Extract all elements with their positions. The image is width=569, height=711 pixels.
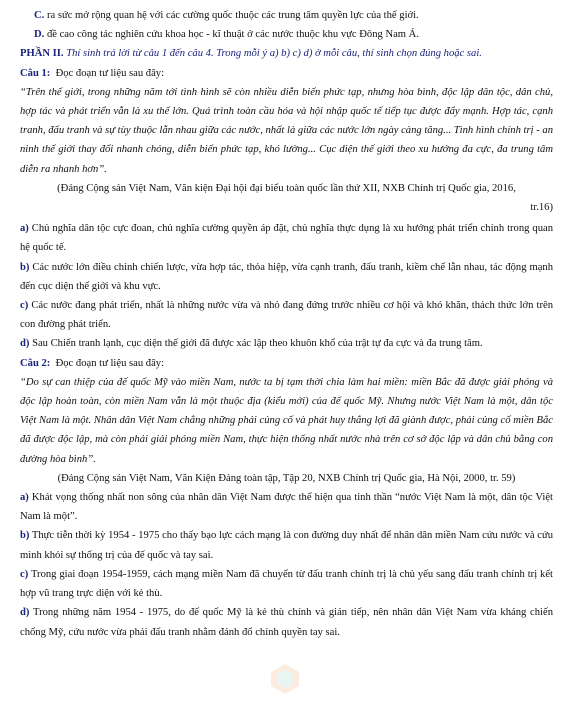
- statement-b: [20, 526, 553, 564]
- part-heading: [20, 44, 553, 63]
- statement-a: [20, 219, 553, 257]
- statement-label: b): [20, 261, 30, 273]
- statement-b: [20, 258, 553, 296]
- statement-a: [20, 488, 553, 526]
- statement-text: Trong những năm 1954 - 1975, do đế quốc Mỹ là kẻ thù chính và gián tiếp, nên nhân dân Việt Nam vừa kháng chiến chống Mỹ, cứu nước vừa phải đấu tranh nhằm đánh đổ chính quyền tay sai.: [20, 607, 553, 638]
- statement-text: Trong giai đoạn 1954-1959, cách mạng miền Nam đã chuyển từ đấu tranh chính trị là chủ yếu sang đấu tranh chính trị kết hợp vũ trang trực diện với kẻ thù.: [20, 568, 553, 600]
- option-label: C.: [34, 10, 45, 21]
- statement-d: [20, 334, 553, 353]
- option-c-line: [20, 6, 553, 25]
- statement-label: c): [20, 568, 29, 580]
- statement-label: a): [20, 492, 29, 504]
- option-text: đề cao công tác nghiên cứu khoa học - kĩ thuật ở các nước thuộc khu vực Đông Nam Á.: [44, 29, 419, 41]
- question-2-heading: [20, 354, 553, 373]
- question-1-source-page: tr.16): [530, 202, 553, 214]
- statement-label: a): [20, 223, 29, 235]
- statement-label: d): [20, 607, 30, 619]
- question-1-heading: [20, 64, 553, 83]
- option-d-line: [20, 25, 553, 44]
- question-prompt: Đọc đoạn tư liệu sau đây:: [55, 357, 165, 369]
- statement-c: [20, 296, 553, 334]
- question-title: Câu 1:: [20, 67, 51, 79]
- watermark-logo-icon: [268, 662, 302, 696]
- statement-text: Các nước đang phát triển, nhất là những nước vừa và nhỏ đang đứng trước nhiều cơ hội và khó khăn, thách thức lớn trên con đường phát triển.: [20, 300, 553, 331]
- statement-label: b): [20, 530, 30, 542]
- question-title: Câu 2:: [20, 357, 51, 369]
- question-1-source: (Đảng Cộng sản Việt Nam, Văn kiện Đại hội đại biểu toàn quốc lần thứ XII, NXB Chính trị Quốc gia, 2016,: [57, 182, 516, 194]
- statement-text: Chủ nghĩa dân tộc cực đoan, chủ nghĩa cường quyền áp đặt, chủ nghĩa thực dụng là xu hướng phát triển chính trong quan hệ quốc tế.: [20, 223, 553, 254]
- statement-text: Sau Chiến tranh lạnh, cục diện thế giới đã được xác lập theo khuôn khổ của trật tự đa cực và đa trung tâm.: [29, 338, 483, 350]
- statement-label: d): [20, 338, 30, 350]
- part-title: PHẦN II.: [20, 48, 64, 60]
- part-description: Thí sinh trả lời từ câu 1 đến câu 4. Trong mỗi ý a) b) c) d) ở mỗi câu, thí sinh chọn đúng hoặc sai.: [63, 48, 482, 60]
- statement-label: c): [20, 300, 29, 312]
- question-2-source: (Đảng Cộng sản Việt Nam, Văn Kiện Đảng toàn tập, Tập 20, NXB Chính trị Quốc gia, Hà Nội, 2000, tr. 59): [57, 472, 516, 484]
- statement-d: [20, 603, 553, 641]
- statement-c: [20, 565, 553, 603]
- question-prompt: Đọc đoạn tư liệu sau đây:: [55, 67, 165, 79]
- question-1-quote: “Trên thế giới, trong những năm tới tình hình sẽ còn nhiều diễn biến phức tạp, nhưng hòa bình, độc lập dân tộc, dân chủ, hợp tác và phát triển vẫn là xu thế lớn. Quá trình toàn cầu hóa và hội nhập quốc tế tiếp tục được đẩy mạnh. Hợp tác, cạnh tranh, đấu tranh và sự tùy thuộc lẫn nhau giữa các nước, nhất là giữa các nước lớn ngày càng tăng... Tình hình chính trị - an ninh thế giới thay đổi nhanh chóng, diễn biến phức tạp, khó lường... Cục diện thế giới theo xu hướng đa cực, đa trung tâm diễn ra nhanh hơn”.: [20, 86, 553, 175]
- statement-text: Thực tiễn thời kỳ 1954 - 1975 cho thấy bạo lực cách mạng là con đường duy nhất để nhân dân miền Nam cứu nước và cứu mình khỏi sự thống trị của đế quốc và tay sai.: [20, 530, 553, 561]
- option-text: ra sức mở rộng quan hệ với các cường quốc thuộc các trung tâm quyền lực của thế giới.: [44, 10, 419, 21]
- question-2-quote: “Do sự can thiệp của đế quốc Mỹ vào miền Nam, nước ta bị tạm thời chia làm hai miền: miền Bắc đã được giải phóng và độc lập hoàn toàn, còn miền Nam vẫn là một thuộc địa (kiểu mới) của đế quốc Mỹ. Nhưng nước Việt Nam là một, dân tộc Việt Nam là một. Nhân dân Việt Nam chẳng những phải củng cố và phát huy thắng lợi đã giành được, phải củng cố miền Bắc đã được độc lập, mà còn phải giải phóng miền Nam, thực hiện thống nhất nước nhà trên cơ sở độc lập và dân chủ bằng con đường hòa bình”.: [20, 376, 553, 465]
- statement-text: Các nước lớn điều chỉnh chiến lược, vừa hợp tác, thỏa hiệp, vừa cạnh tranh, đấu tranh, kiềm chế lẫn nhau, tác động mạnh đến cục diện thế giới và khu vực.: [20, 261, 553, 292]
- option-label: D.: [34, 29, 45, 41]
- statement-text: Khát vọng thống nhất non sông của nhân dân Việt Nam được thể hiện qua tinh thần “nước Việt Nam là một, dân tộc Việt Nam là một”.: [20, 492, 553, 523]
